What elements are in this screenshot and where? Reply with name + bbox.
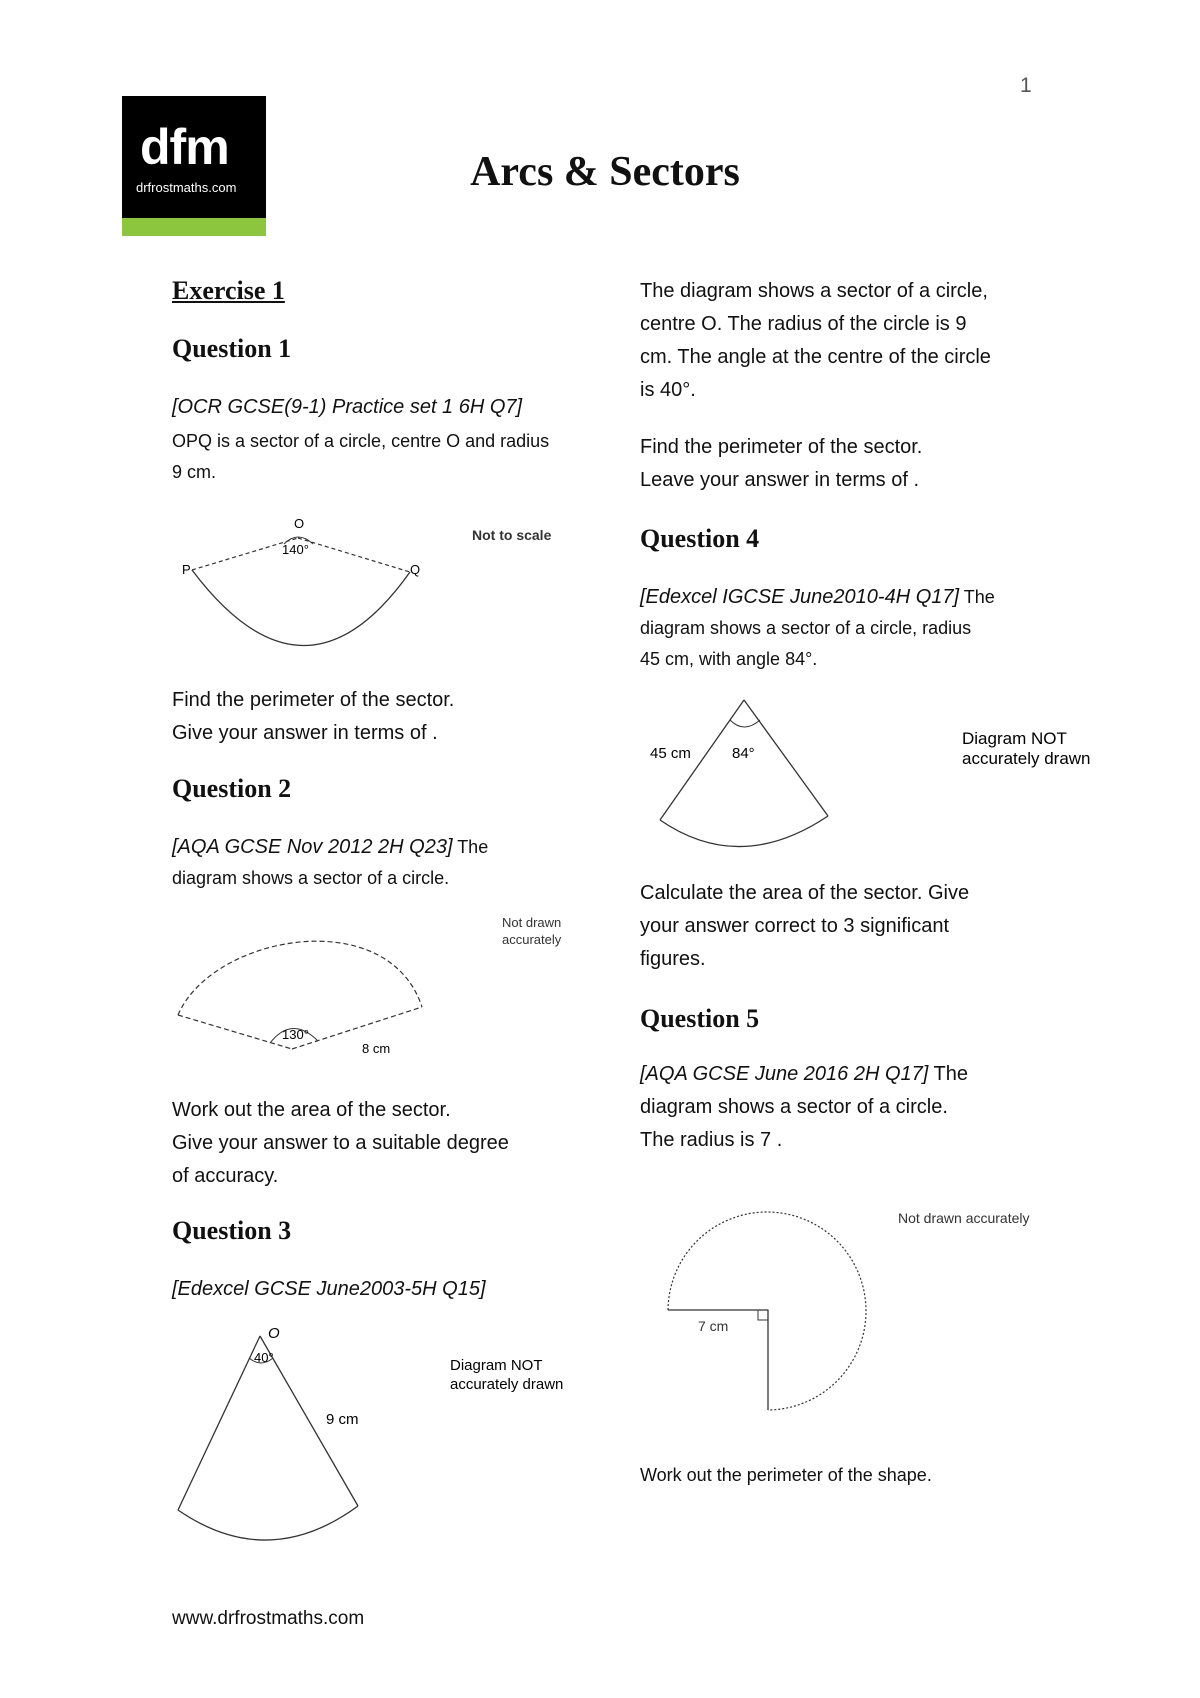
question-4-heading: Question 4 — [640, 524, 760, 553]
page-title: Arcs & Sectors — [470, 149, 740, 195]
q1-label-p: P — [182, 562, 191, 577]
question-1-diagram — [170, 510, 580, 670]
q2-radius-right — [292, 1007, 422, 1049]
question-2-source: [AQA GCSE Nov 2012 2H Q23] — [172, 836, 453, 858]
question-3-text-line: cm. The angle at the centre of the circle — [640, 346, 991, 368]
question-2-heading: Question 2 — [172, 774, 292, 803]
q4-arc — [660, 816, 828, 847]
question-3-diagram — [170, 1320, 580, 1560]
q2-note-2: accurately — [502, 932, 562, 947]
question-1-heading: Question 1 — [172, 334, 292, 363]
question-4-task — [640, 877, 969, 976]
question-3-heading: Question 3 — [172, 1216, 292, 1245]
question-2-task-line: Work out the area of the sector. — [172, 1099, 451, 1121]
q4-angle-arc — [730, 720, 760, 727]
question-3-text-line: is 40°. — [640, 379, 696, 401]
question-2-intro-text: The diagram shows a sector of a circle. — [172, 837, 489, 888]
question-5-diagram — [640, 1195, 1100, 1425]
q4-label-angle: 84° — [732, 745, 755, 762]
q2-label-radius: 8 cm — [362, 1041, 391, 1056]
question-3-task-line: Find the perimeter of the sector. — [640, 436, 923, 458]
q4-note-1: Diagram NOT — [962, 729, 1067, 748]
question-4-task-line: figures. — [640, 948, 706, 970]
page-number: 1 — [1020, 74, 1032, 97]
question-4-intro-line: 45 cm, with angle 84°. — [640, 649, 818, 669]
q2-arc — [178, 941, 422, 1015]
question-3-text-line: centre O. The radius of the circle is 9 — [640, 313, 967, 335]
question-3-task — [640, 431, 922, 497]
question-5-intro-line: diagram shows a sector of a circle. — [640, 1096, 948, 1118]
q2-note-1: Not drawn — [502, 915, 562, 930]
question-3-source: [Edexcel GCSE June2003-5H Q15] — [172, 1278, 486, 1300]
question-1-task — [172, 684, 454, 750]
question-1-source: [OCR GCSE(9-1) Practice set 1 6H Q7] — [172, 396, 523, 418]
question-5-source: [AQA GCSE June 2016 2H Q17] — [640, 1063, 929, 1085]
question-3-task-line: Leave your answer in terms of . — [640, 469, 920, 491]
q3-note-1: Diagram NOT — [450, 1357, 543, 1374]
q4-label-radius: 45 cm — [650, 745, 691, 762]
question-2-task — [172, 1094, 509, 1193]
q1-arc — [192, 570, 410, 646]
q1-label-angle: 140° — [282, 542, 309, 557]
question-5-intro-line: The — [933, 1063, 968, 1085]
q4-note-2: accurately drawn — [962, 749, 1091, 768]
q1-radius-oq — [298, 538, 410, 572]
question-4-intro — [640, 582, 1060, 675]
question-4-diagram — [640, 690, 1100, 860]
logo-word: dfm — [140, 119, 229, 175]
q2-label-angle: 130° — [282, 1027, 309, 1042]
question-1-intro: OPQ is a sector of a circle, centre O and radius 9 cm. — [172, 431, 550, 482]
q5-arc — [668, 1212, 866, 1410]
q3-radius-left — [178, 1336, 260, 1510]
q3-label-radius: 9 cm — [326, 1411, 359, 1428]
footer-url: www.drfrostmaths.com — [172, 1608, 365, 1629]
q5-note: Not drawn accurately — [898, 1210, 1030, 1226]
q3-note-2: accurately drawn — [450, 1376, 564, 1393]
q4-radius-right — [744, 700, 828, 816]
question-3-text-line: The diagram shows a sector of a circle, — [640, 280, 988, 302]
question-5-task: Work out the perimeter of the shape. — [640, 1465, 932, 1485]
logo-site: drfrostmaths.com — [136, 180, 237, 195]
question-5-heading: Question 5 — [640, 1004, 760, 1033]
q1-label-q: Q — [410, 562, 421, 577]
q3-label-o: O — [268, 1325, 280, 1342]
question-2-intro — [172, 832, 552, 894]
q1-note: Not to scale — [472, 527, 552, 543]
question-4-source: [Edexcel IGCSE June2010-4H Q17] — [640, 586, 960, 608]
question-5-intro-line: The radius is 7 . — [640, 1129, 783, 1151]
q3-arc — [178, 1506, 358, 1540]
question-2-task-line: Give your answer to a suitable degree — [172, 1132, 509, 1154]
question-1-task-line: Give your answer in terms of . — [172, 722, 438, 744]
question-5-intro — [640, 1058, 1060, 1157]
question-2-diagram — [170, 915, 580, 1065]
q5-label-radius: 7 cm — [698, 1318, 729, 1334]
question-2-task-line: of accuracy. — [172, 1165, 279, 1187]
q1-label-o: O — [294, 516, 305, 531]
question-4-intro-line: diagram shows a sector of a circle, radius — [640, 618, 972, 638]
q5-right-angle-mark — [758, 1310, 768, 1320]
exercise-heading: Exercise 1 — [172, 276, 285, 305]
question-4-intro-line: The — [963, 587, 995, 607]
logo-bar — [122, 218, 266, 236]
question-4-task-line: your answer correct to 3 significant — [640, 915, 950, 937]
question-1-task-line: Find the perimeter of the sector. — [172, 689, 455, 711]
q3-label-angle: 40° — [254, 1350, 274, 1365]
question-4-task-line: Calculate the area of the sector. Give — [640, 882, 970, 904]
question-3-text — [640, 275, 1060, 407]
q2-radius-left — [178, 1015, 292, 1049]
